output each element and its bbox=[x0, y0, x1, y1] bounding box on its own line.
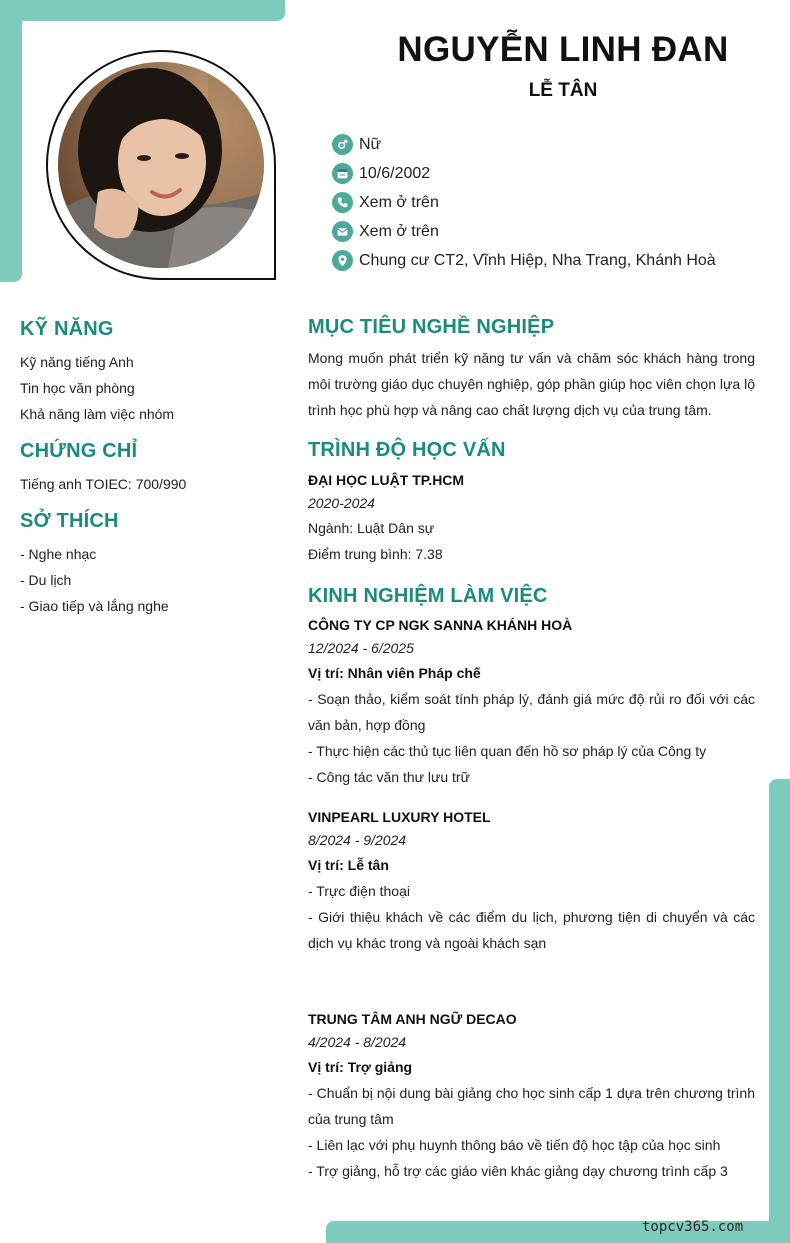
hobbies-heading: SỞ THÍCH bbox=[20, 510, 119, 532]
education-heading: TRÌNH ĐỘ HỌC VẤN bbox=[308, 439, 506, 461]
job-company: VINPEARL LUXURY HOTEL bbox=[308, 809, 491, 825]
decor-band-top bbox=[0, 0, 285, 21]
contact-gender bbox=[332, 130, 716, 159]
experience-section bbox=[308, 585, 755, 1184]
contact-list bbox=[332, 130, 716, 275]
location-icon bbox=[332, 250, 353, 271]
phone-icon bbox=[332, 192, 353, 213]
education-major: Ngành: Luật Dân sự bbox=[308, 520, 435, 536]
contact-phone bbox=[332, 188, 716, 217]
job-title: LỄ TÂN bbox=[528, 80, 598, 101]
skill-item: Tin học văn phòng bbox=[20, 380, 135, 396]
job-company: CÔNG TY CP NGK SANNA KHÁNH HOÀ bbox=[308, 617, 573, 633]
job-period: 8/2024 - 9/2024 bbox=[308, 832, 407, 848]
gender-icon bbox=[332, 134, 353, 155]
skill-item: Khả năng làm việc nhóm bbox=[20, 406, 175, 422]
contact-address bbox=[332, 246, 716, 275]
certificates-section bbox=[20, 440, 280, 497]
hobby-item: - Du lịch bbox=[20, 572, 72, 588]
hobby-item: - Nghe nhạc bbox=[20, 546, 97, 562]
right-column bbox=[308, 316, 755, 1184]
job-duty: - Chuẩn bị nội dung bài giảng cho học sinh cấp 1 dựa trên chương trình của trung tâm bbox=[308, 1085, 755, 1127]
job-position: Vị trí: Lễ tân bbox=[308, 857, 389, 873]
candidate-name: NGUYỄN LINH ĐAN bbox=[397, 30, 729, 69]
education-gpa: Điểm trung bình: 7.38 bbox=[308, 546, 443, 562]
profile-photo bbox=[58, 62, 264, 268]
contact-gender-text: Nữ bbox=[359, 135, 382, 153]
hobbies-section bbox=[20, 510, 280, 619]
job-duty: - Trợ giảng, hỗ trợ các giáo viên khác giảng dạy chương trình cấp 3 bbox=[308, 1163, 728, 1179]
objective-heading: MỤC TIÊU NGHỀ NGHIỆP bbox=[308, 316, 555, 338]
job-period: 12/2024 - 6/2025 bbox=[308, 640, 414, 656]
job-duty: - Giới thiệu khách về các điểm du lịch, phương tiện di chuyển và các dịch vụ khác trong và ngoài khách sạn bbox=[308, 909, 755, 951]
hobby-item: - Giao tiếp và lắng nghe bbox=[20, 598, 169, 614]
contact-birthdate bbox=[332, 159, 716, 188]
experience-heading: KINH NGHIỆM LÀM VIỆC bbox=[308, 585, 548, 607]
job-duty: - Soạn thảo, kiểm soát tính pháp lý, đánh giá mức độ rủi ro đối với các văn bản, hợp đồng bbox=[308, 691, 755, 733]
job-entry bbox=[308, 1008, 755, 1184]
job-company: TRUNG TÂM ANH NGỮ DECAO bbox=[308, 1011, 517, 1027]
education-section bbox=[308, 439, 755, 567]
contact-phone-text: Xem ở trên bbox=[359, 193, 439, 211]
job-period: 4/2024 - 8/2024 bbox=[308, 1034, 407, 1050]
job-duty: - Trực điện thoại bbox=[308, 883, 410, 899]
job-entry bbox=[308, 614, 755, 790]
skills-section bbox=[20, 318, 280, 427]
email-icon bbox=[332, 221, 353, 242]
job-position: Vị trí: Nhân viên Pháp chế bbox=[308, 665, 481, 681]
calendar-icon bbox=[332, 163, 353, 184]
skill-item: Kỹ năng tiếng Anh bbox=[20, 354, 134, 370]
contact-email-text: Xem ở trên bbox=[359, 222, 439, 240]
contact-address-text: Chung cư CT2, Vĩnh Hiệp, Nha Trang, Khánh Hoà bbox=[359, 251, 716, 269]
education-period: 2020-2024 bbox=[308, 495, 375, 511]
profile-photo-frame bbox=[46, 50, 276, 280]
decor-band-left bbox=[0, 0, 22, 282]
objective-text: Mong muốn phát triển kỹ năng tư vấn và chăm sóc khách hàng trong môi trường giáo dục chuyên nghiệp, góp phần giúp học viên chọn lựa lộ trình học phù hợp và nâng cao chất lượng dịch vụ của trung tâm. bbox=[308, 350, 755, 418]
job-entry bbox=[308, 806, 755, 956]
contact-birthdate-text: 10/6/2002 bbox=[359, 164, 431, 182]
certificates-heading: CHỨNG CHỈ bbox=[20, 440, 138, 462]
school-name: ĐẠI HỌC LUẬT TP.HCM bbox=[308, 472, 465, 488]
left-column bbox=[20, 318, 280, 632]
job-duty: - Công tác văn thư lưu trữ bbox=[308, 769, 470, 785]
watermark-text: topcv365.com bbox=[642, 1219, 744, 1235]
objective-section bbox=[308, 316, 755, 423]
job-duty: - Liên lạc với phụ huynh thông báo về tiến độ học tập của học sinh bbox=[308, 1137, 721, 1153]
certificate-item: Tiếng anh TOIEC: 700/990 bbox=[20, 476, 187, 492]
job-duty: - Thực hiện các thủ tục liên quan đến hồ sơ pháp lý của Công ty bbox=[308, 743, 707, 759]
job-position: Vị trí: Trợ giảng bbox=[308, 1059, 413, 1075]
skills-heading: KỸ NĂNG bbox=[20, 318, 114, 340]
decor-band-right bbox=[769, 779, 790, 1243]
contact-email bbox=[332, 217, 716, 246]
